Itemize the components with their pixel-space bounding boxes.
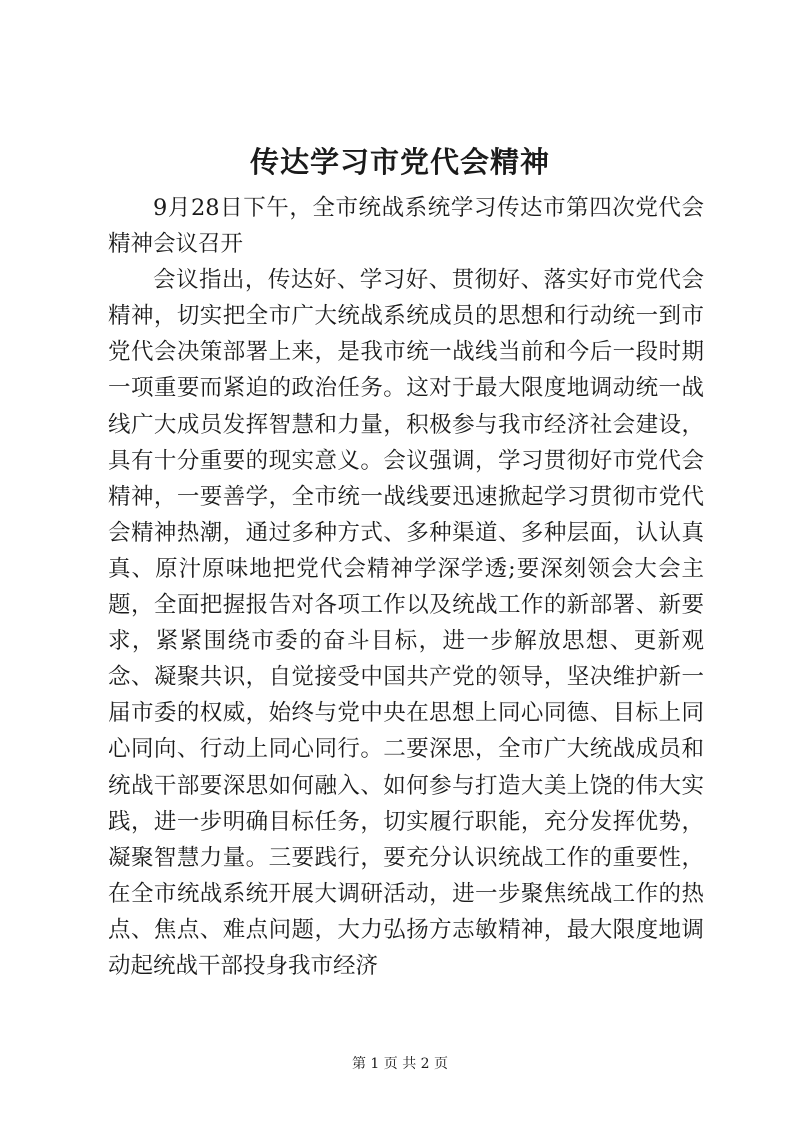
paragraph-intro: 9月28日下午，全市统战系统学习传达市第四次党代会精神会议召开	[108, 195, 704, 258]
document-body	[108, 190, 704, 984]
paragraph-meeting-content: 会议指出，传达好、学习好、贯彻好、落实好市党代会精神，切实把全市广大统战系统成员的思想和行动统一到市党代会决策部署上来，是我市统一战线当前和今后一段时期一项重要而紧迫的政治任务。这对于最大限度地调动统一战线广大成员发挥智慧和力量，积极参与我市经济社会建设，具有十分重要的现实意义。会议强调，学习贯彻好市党代会精神，一要善学，全市统一战线要迅速掀起学习贯彻市党代会精神热潮，通过多种方式、多种渠道、多种层面，认认真真、原汁原味地把党代会精神学深学透;要深刻领会大会主题，全面把握报告对各项工作以及统战工作的新部署、新要求，紧紧围绕市委的奋斗目标，进一步解放思想、更新观念、凝聚共识，自觉接受中国共产党的领导，坚决维护新一届市委的权威，始终与党中央在思想上同心同德、目标上同心同向、行动上同心同行。二要深思，全市广大统战成员和统战干部要深思如何融入、如何参与打造大美上饶的伟大实践，进一步明确目标任务，切实履行职能，充分发挥优势，凝聚智慧力量。三要践行，要充分认识统战工作的重要性，在全市统战系统开展大调研活动，进一步聚焦统战工作的热点、焦点、难点问题，大力弘扬方志敏精神，最大限度地调动起统战干部投身我市经济	[108, 267, 704, 979]
page-footer: 第 1 页 共 2 页	[351, 1056, 449, 1072]
page-title: 传达学习市党代会精神	[249, 145, 550, 179]
